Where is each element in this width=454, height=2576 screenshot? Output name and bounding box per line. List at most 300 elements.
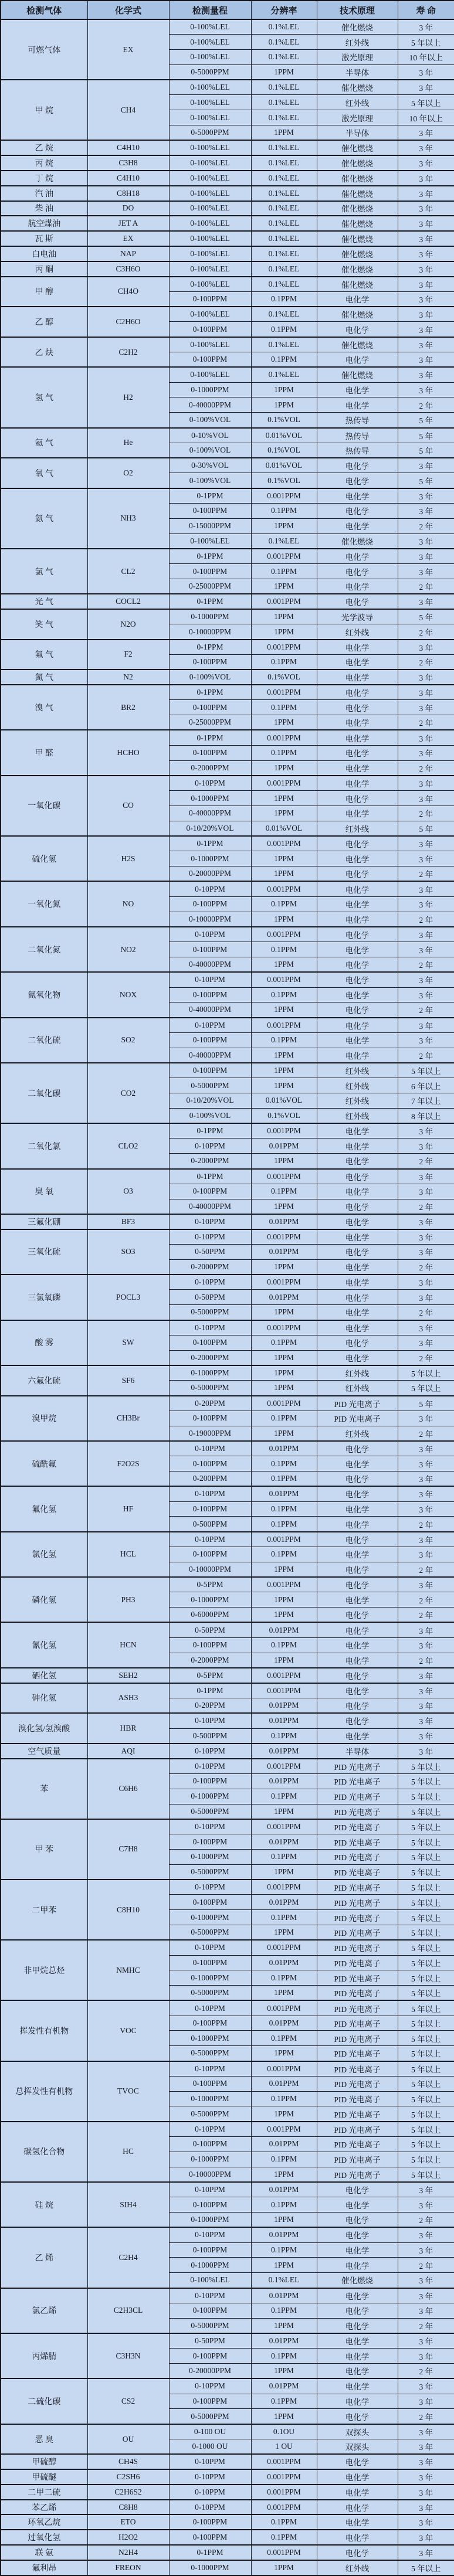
principle-cell: 催化燃烧	[317, 216, 398, 231]
gas-name-cell: 氮氧化物	[1, 972, 87, 1017]
gas-name-cell: 乙 烯	[1, 2227, 87, 2288]
lifespan-cell: 3 年	[398, 322, 454, 337]
resolution-cell: 0.01PPM	[251, 2288, 317, 2303]
gas-name-cell: 乙 炔	[1, 337, 87, 368]
resolution-cell: 0.001PPM	[251, 1169, 317, 1184]
resolution-cell: 1PPM	[251, 1562, 317, 1577]
formula-cell: HCL	[87, 1532, 169, 1577]
lifespan-cell: 3 年	[398, 337, 454, 352]
principle-cell: 电化学	[317, 1653, 398, 1668]
resolution-cell: 0.1%LEL	[251, 95, 317, 110]
principle-cell: PID 光电离子	[317, 2076, 398, 2091]
principle-cell: 电化学	[317, 2530, 398, 2545]
resolution-cell: 0.01PPM	[251, 1139, 317, 1154]
principle-cell: PID 光电离子	[317, 1804, 398, 1819]
resolution-cell: 1PPM	[251, 1365, 317, 1381]
resolution-cell: 1PPM	[251, 1154, 317, 1169]
range-cell: 0-100PPM	[169, 2197, 251, 2213]
resolution-cell: 0.01PPM	[251, 1622, 317, 1637]
lifespan-cell: 3 年	[398, 2333, 454, 2349]
principle-cell: 电化学	[317, 1032, 398, 1048]
lifespan-cell: 3 年	[398, 1214, 454, 1229]
formula-cell: HCHO	[87, 730, 169, 775]
lifespan-cell: 5 年以上	[398, 1365, 454, 1381]
range-cell: 0-100PPM	[169, 2137, 251, 2152]
principle-cell: 电化学	[317, 1698, 398, 1713]
formula-cell: C3H8	[87, 155, 169, 171]
lifespan-cell: 3 年	[398, 1441, 454, 1456]
gas-name-cell: 空气质量	[1, 1744, 87, 1759]
lifespan-cell: 5 年以上	[398, 1925, 454, 1940]
table-row	[1, 776, 454, 791]
range-cell: 0-100%LEL	[169, 95, 251, 110]
principle-cell: 电化学	[317, 1048, 398, 1063]
resolution-cell: 1PPM	[251, 851, 317, 866]
lifespan-cell: 3 年	[398, 367, 454, 382]
principle-cell: 电化学	[317, 2409, 398, 2424]
gas-name-cell: 三氯氧磷	[1, 1275, 87, 1320]
formula-cell: C4H10	[87, 140, 169, 155]
range-cell: 0-10000PPM	[169, 624, 251, 640]
range-cell: 0-1PPM	[169, 836, 251, 851]
table-row	[1, 2122, 454, 2137]
principle-cell: 催化燃烧	[317, 367, 398, 382]
resolution-cell: 0.1%LEL	[251, 19, 317, 35]
principle-cell: 催化燃烧	[317, 261, 398, 277]
formula-cell: C2H3CL	[87, 2288, 169, 2333]
principle-cell: PID 光电离子	[317, 2137, 398, 2152]
range-cell: 0-10PPM	[169, 1819, 251, 1834]
lifespan-cell: 3 年	[398, 670, 454, 685]
resolution-cell: 1PPM	[251, 624, 317, 640]
range-cell: 0-100%LEL	[169, 337, 251, 352]
resolution-cell: 0.1PPM	[251, 504, 317, 519]
resolution-cell: 0.001PPM	[251, 1880, 317, 1895]
principle-cell: 电化学	[317, 1456, 398, 1471]
table-row	[1, 2530, 454, 2545]
principle-cell: 电化学	[317, 730, 398, 745]
lifespan-cell: 3 年	[398, 549, 454, 564]
principle-cell: PID 光电离子	[317, 1396, 398, 1411]
resolution-cell: 1PPM	[251, 806, 317, 821]
table-row	[1, 972, 454, 987]
principle-cell: 电化学	[317, 2545, 398, 2560]
range-cell: 0-1000PPM	[169, 2258, 251, 2273]
lifespan-cell: 3 年	[398, 1245, 454, 1260]
range-cell: 0-100PPM	[169, 1411, 251, 1426]
principle-cell: 电化学	[317, 2333, 398, 2349]
principle-cell: PID 光电离子	[317, 1411, 398, 1426]
formula-cell: NO2	[87, 927, 169, 972]
principle-cell: 电化学	[317, 896, 398, 912]
column-header-principle: 技术原理	[317, 1, 398, 19]
formula-cell: HF	[87, 1486, 169, 1531]
range-cell: 0-1000PPM	[169, 1365, 251, 1381]
range-cell: 0-100PPM	[169, 2394, 251, 2409]
gas-name-cell: 二甲二硫	[1, 2485, 87, 2500]
range-cell: 0-10PPM	[169, 2000, 251, 2016]
resolution-cell: 1PPM	[251, 2560, 317, 2575]
lifespan-cell: 3 年	[398, 776, 454, 791]
range-cell: 0-100%LEL	[169, 155, 251, 171]
principle-cell: PID 光电离子	[317, 2152, 398, 2167]
table-row	[1, 80, 454, 95]
principle-cell: 半导体	[317, 125, 398, 141]
resolution-cell: 0.1%LEL	[251, 277, 317, 292]
lifespan-cell: 5 年以上	[398, 1819, 454, 1834]
principle-cell: PID 光电离子	[317, 1940, 398, 1955]
formula-cell: ASH3	[87, 1683, 169, 1714]
table-row	[1, 1683, 454, 1698]
table-row	[1, 1320, 454, 1335]
formula-cell: CS2	[87, 2378, 169, 2424]
lifespan-cell: 5 年以上	[398, 1986, 454, 2001]
principle-cell: 电化学	[317, 1350, 398, 1365]
gas-name-cell: 氯 气	[1, 549, 87, 594]
table-row	[1, 367, 454, 382]
resolution-cell: 0.001PPM	[251, 972, 317, 987]
range-cell: 0-100%LEL	[169, 140, 251, 155]
lifespan-cell: 2 年	[398, 654, 454, 670]
range-cell: 0-1000PPM	[169, 1592, 251, 1608]
table-row	[1, 836, 454, 851]
lifespan-cell: 3 年	[398, 186, 454, 201]
table-row	[1, 670, 454, 685]
principle-cell: 电化学	[317, 1275, 398, 1290]
principle-cell: 电化学	[317, 2213, 398, 2228]
lifespan-cell: 3 年	[398, 1668, 454, 1683]
principle-cell: 电化学	[317, 866, 398, 882]
principle-cell: 电化学	[317, 2349, 398, 2364]
lifespan-cell: 3 年	[398, 1411, 454, 1426]
resolution-cell: 0.1PPM	[251, 2031, 317, 2046]
lifespan-cell: 5 年以上	[398, 1910, 454, 1925]
lifespan-cell: 5 年以上	[398, 2046, 454, 2061]
principle-cell: 电化学	[317, 640, 398, 655]
lifespan-cell: 3 年	[398, 216, 454, 231]
table-row	[1, 730, 454, 745]
gas-name-cell: 过氧化氢	[1, 2530, 87, 2545]
resolution-cell: 1PPM	[251, 1426, 317, 1441]
formula-cell: SO3	[87, 1229, 169, 1275]
principle-cell: 红外线	[317, 1093, 398, 1109]
table-row	[1, 2378, 454, 2394]
principle-cell: 催化燃烧	[317, 231, 398, 246]
lifespan-cell: 3 年	[398, 1744, 454, 1759]
principle-cell: 电化学	[317, 957, 398, 972]
range-cell: 0-100%LEL	[169, 201, 251, 216]
lifespan-cell: 5 年以上	[398, 1773, 454, 1789]
table-row	[1, 1940, 454, 1955]
formula-cell: SW	[87, 1320, 169, 1365]
range-cell: 0-100%VOL	[169, 1108, 251, 1123]
lifespan-cell: 3 年	[398, 1018, 454, 1033]
formula-cell: HCN	[87, 1622, 169, 1667]
principle-cell: PID 光电离子	[317, 2167, 398, 2182]
principle-cell: 电化学	[317, 760, 398, 776]
principle-cell: PID 光电离子	[317, 2000, 398, 2016]
lifespan-cell: 2 年	[398, 2409, 454, 2424]
gas-name-cell: 氟化氢	[1, 1486, 87, 1531]
resolution-cell: 0.1%LEL	[251, 2273, 317, 2288]
formula-cell: C8H8	[87, 2500, 169, 2515]
principle-cell: PID 光电离子	[317, 2106, 398, 2122]
lifespan-cell: 5 年	[398, 428, 454, 443]
gas-name-cell: 硫化氢	[1, 836, 87, 881]
resolution-cell: 0.001PPM	[251, 1819, 317, 1834]
column-header-lifespan: 寿 命	[398, 1, 454, 19]
table-row	[1, 2485, 454, 2500]
principle-cell: 电化学	[317, 1683, 398, 1698]
range-cell: 0-5000PPM	[169, 2046, 251, 2061]
range-cell: 0-100%LEL	[169, 216, 251, 231]
principle-cell: 催化燃烧	[317, 201, 398, 216]
formula-cell: SF6	[87, 1365, 169, 1396]
lifespan-cell: 3 年	[398, 382, 454, 397]
gas-name-cell: 甲 苯	[1, 1819, 87, 1880]
resolution-cell: 0.001PPM	[251, 640, 317, 655]
resolution-cell: 0.01%VOL	[251, 428, 317, 443]
gas-name-cell: 甲 醇	[1, 277, 87, 307]
principle-cell: 电化学	[317, 836, 398, 851]
gas-name-cell: 氨 气	[1, 488, 87, 549]
lifespan-cell: 5 年以上	[398, 1834, 454, 1850]
formula-cell: O3	[87, 1169, 169, 1214]
lifespan-cell: 3 年	[398, 1713, 454, 1728]
principle-cell: 电化学	[317, 806, 398, 821]
gas-name-cell: 航空煤油	[1, 216, 87, 231]
range-cell: 0-10000PPM	[169, 912, 251, 927]
resolution-cell: 0.1PPM	[251, 2303, 317, 2318]
resolution-cell: 0.01PPM	[251, 1773, 317, 1789]
gas-name-cell: 总挥发性有机物	[1, 2061, 87, 2122]
lifespan-cell: 2 年	[398, 579, 454, 594]
principle-cell: 电化学	[317, 2318, 398, 2333]
principle-cell: 电化学	[317, 987, 398, 1002]
table-row	[1, 428, 454, 443]
table-row	[1, 488, 454, 504]
range-cell: 0-100PPM	[169, 942, 251, 957]
resolution-cell: 0.1%LEL	[251, 50, 317, 65]
range-cell: 0-1000PPM	[169, 791, 251, 806]
lifespan-cell: 3 年	[398, 352, 454, 368]
principle-cell: 电化学	[317, 776, 398, 791]
range-cell: 0-1000PPM	[169, 2091, 251, 2106]
principle-cell: 电化学	[317, 1139, 398, 1154]
resolution-cell: 0.1PPM	[251, 564, 317, 579]
resolution-cell: 1PPM	[251, 1350, 317, 1365]
formula-cell: BR2	[87, 685, 169, 730]
range-cell: 0-100PPM	[169, 504, 251, 519]
range-cell: 0-5000PPM	[169, 1864, 251, 1880]
resolution-cell: 1PPM	[251, 1305, 317, 1320]
range-cell: 0-1PPM	[169, 2545, 251, 2560]
formula-cell: N2H4	[87, 2545, 169, 2560]
range-cell: 0-1000PPM	[169, 1849, 251, 1864]
principle-cell: 电化学	[317, 972, 398, 987]
principle-cell: 红外线	[317, 1108, 398, 1123]
lifespan-cell: 3 年	[398, 1547, 454, 1562]
principle-cell: 电化学	[317, 2303, 398, 2318]
lifespan-cell: 3 年	[398, 291, 454, 307]
resolution-cell: 0.001PPM	[251, 2454, 317, 2469]
resolution-cell: 0.001PPM	[251, 2122, 317, 2137]
gas-name-cell: 甲硫醇	[1, 2454, 87, 2469]
lifespan-cell: 3 年	[398, 972, 454, 987]
table-row	[1, 1744, 454, 1759]
resolution-cell: 0.1%LEL	[251, 261, 317, 277]
lifespan-cell: 2 年	[398, 397, 454, 413]
table-row	[1, 640, 454, 655]
gas-name-cell: 可燃气体	[1, 19, 87, 80]
range-cell: 0-2000PPM	[169, 1154, 251, 1169]
table-row	[1, 1018, 454, 1033]
lifespan-cell: 3 年	[398, 1229, 454, 1245]
resolution-cell: 1PPM	[251, 1199, 317, 1214]
principle-cell: 电化学	[317, 791, 398, 806]
resolution-cell: 0.1PPM	[251, 1637, 317, 1653]
principle-cell: 电化学	[317, 473, 398, 488]
principle-cell: 光学波导	[317, 609, 398, 624]
resolution-cell: 1PPM	[251, 1592, 317, 1608]
table-row	[1, 2454, 454, 2469]
gas-name-cell: 笑 气	[1, 609, 87, 640]
resolution-cell: 0.1%LEL	[251, 246, 317, 261]
table-row	[1, 1229, 454, 1245]
resolution-cell: 0.1%LEL	[251, 186, 317, 201]
resolution-cell: 1PPM	[251, 1078, 317, 1093]
range-cell: 0-10PPM	[169, 1532, 251, 1547]
resolution-cell: 0.1PPM	[251, 1910, 317, 1925]
resolution-cell: 1PPM	[251, 2106, 317, 2122]
formula-cell: ETO	[87, 2514, 169, 2530]
resolution-cell: 0.01PPM	[251, 2076, 317, 2091]
resolution-cell: 0.1%LEL	[251, 307, 317, 322]
range-cell: 0-5000PPM	[169, 1925, 251, 1940]
principle-cell: PID 光电离子	[317, 1834, 398, 1850]
formula-cell: C2H6S2	[87, 2485, 169, 2500]
range-cell: 0-10/20%VOL	[169, 1093, 251, 1109]
principle-cell: 电化学	[317, 1592, 398, 1608]
range-cell: 0-1PPM	[169, 549, 251, 564]
lifespan-cell: 3 年	[398, 125, 454, 141]
range-cell: 0-10PPM	[169, 2469, 251, 2485]
formula-cell: He	[87, 428, 169, 458]
lifespan-cell: 3 年	[398, 881, 454, 896]
lifespan-cell: 5 年以上	[398, 95, 454, 110]
table-row	[1, 2424, 454, 2439]
resolution-cell: 1PPM	[251, 1804, 317, 1819]
lifespan-cell: 2 年	[398, 2258, 454, 2273]
gas-name-cell: 溴 气	[1, 685, 87, 730]
principle-cell: 电化学	[317, 382, 398, 397]
principle-cell: 催化燃烧	[317, 155, 398, 171]
principle-cell: 半导体	[317, 1744, 398, 1759]
table-row	[1, 337, 454, 352]
range-cell: 0-100%LEL	[169, 186, 251, 201]
range-cell: 0-50PPM	[169, 1622, 251, 1637]
gas-name-cell: 臭 氧	[1, 1169, 87, 1214]
lifespan-cell: 2 年	[398, 624, 454, 640]
principle-cell: 电化学	[317, 518, 398, 533]
principle-cell: 电化学	[317, 1501, 398, 1517]
resolution-cell: 0.01PPM	[251, 1245, 317, 1260]
principle-cell: 电化学	[317, 352, 398, 368]
lifespan-cell: 3 年	[398, 1456, 454, 1471]
range-cell: 0-5000PPM	[169, 1078, 251, 1093]
lifespan-cell: 3 年	[398, 261, 454, 277]
lifespan-cell: 3 年	[398, 2273, 454, 2288]
principle-cell: 电化学	[317, 942, 398, 957]
lifespan-cell: 2 年	[398, 1199, 454, 1214]
principle-cell: 红外线	[317, 624, 398, 640]
resolution-cell: 0.1PPM	[251, 2091, 317, 2106]
gas-name-cell: 二氧化碳	[1, 1063, 87, 1123]
resolution-cell: 0.001PPM	[251, 1396, 317, 1411]
range-cell: 0-10PPM	[169, 2485, 251, 2500]
gas-name-cell: 氧 气	[1, 458, 87, 488]
gas-name-cell: 瓦 斯	[1, 231, 87, 246]
lifespan-cell: 5 年	[398, 821, 454, 836]
resolution-cell: 1PPM	[251, 866, 317, 882]
lifespan-cell: 5 年以上	[398, 2560, 454, 2575]
gas-name-cell: 硅 烷	[1, 2182, 87, 2227]
lifespan-cell: 5 年以上	[398, 2152, 454, 2167]
table-row	[1, 594, 454, 609]
table-row	[1, 1577, 454, 1592]
table-row	[1, 1713, 454, 1728]
gas-name-cell: 二甲苯	[1, 1880, 87, 1940]
table-row	[1, 2061, 454, 2077]
lifespan-cell: 2 年	[398, 760, 454, 776]
gas-name-cell: 甲 烷	[1, 80, 87, 140]
range-cell: 0-100PPM	[169, 987, 251, 1002]
principle-cell: 催化燃烧	[317, 186, 398, 201]
table-row	[1, 2500, 454, 2515]
principle-cell: PID 光电离子	[317, 1864, 398, 1880]
lifespan-cell: 3 年	[398, 140, 454, 155]
range-cell: 0-100%LEL	[169, 35, 251, 50]
principle-cell: PID 光电离子	[317, 1955, 398, 1970]
range-cell: 0-2000PPM	[169, 760, 251, 776]
table-row	[1, 1759, 454, 1774]
range-cell: 0-100PPM	[169, 1335, 251, 1350]
principle-cell: 电化学	[317, 1577, 398, 1592]
lifespan-cell: 2 年	[398, 518, 454, 533]
table-row	[1, 140, 454, 155]
resolution-cell: 0.1%LEL	[251, 155, 317, 171]
range-cell: 0-50PPM	[169, 2333, 251, 2349]
range-cell: 0-100%LEL	[169, 80, 251, 95]
resolution-cell: 0.001PPM	[251, 685, 317, 700]
lifespan-cell: 2 年	[398, 1562, 454, 1577]
lifespan-cell: 3 年	[398, 80, 454, 95]
range-cell: 0-10PPM	[169, 2500, 251, 2515]
range-cell: 0-100PPM	[169, 1456, 251, 1471]
principle-cell: 电化学	[317, 2514, 398, 2530]
lifespan-cell: 2 年	[398, 1350, 454, 1365]
resolution-cell: 0.1%LEL	[251, 140, 317, 155]
lifespan-cell: 3 年	[398, 1683, 454, 1698]
range-cell: 0-100%LEL	[169, 367, 251, 382]
lifespan-cell: 3 年	[398, 851, 454, 866]
lifespan-cell: 3 年	[398, 201, 454, 216]
principle-cell: 电化学	[317, 1532, 398, 1547]
table-row	[1, 1396, 454, 1411]
range-cell: 0-1PPM	[169, 685, 251, 700]
range-cell: 0-5000PPM	[169, 64, 251, 80]
lifespan-cell: 3 年	[398, 1501, 454, 1517]
